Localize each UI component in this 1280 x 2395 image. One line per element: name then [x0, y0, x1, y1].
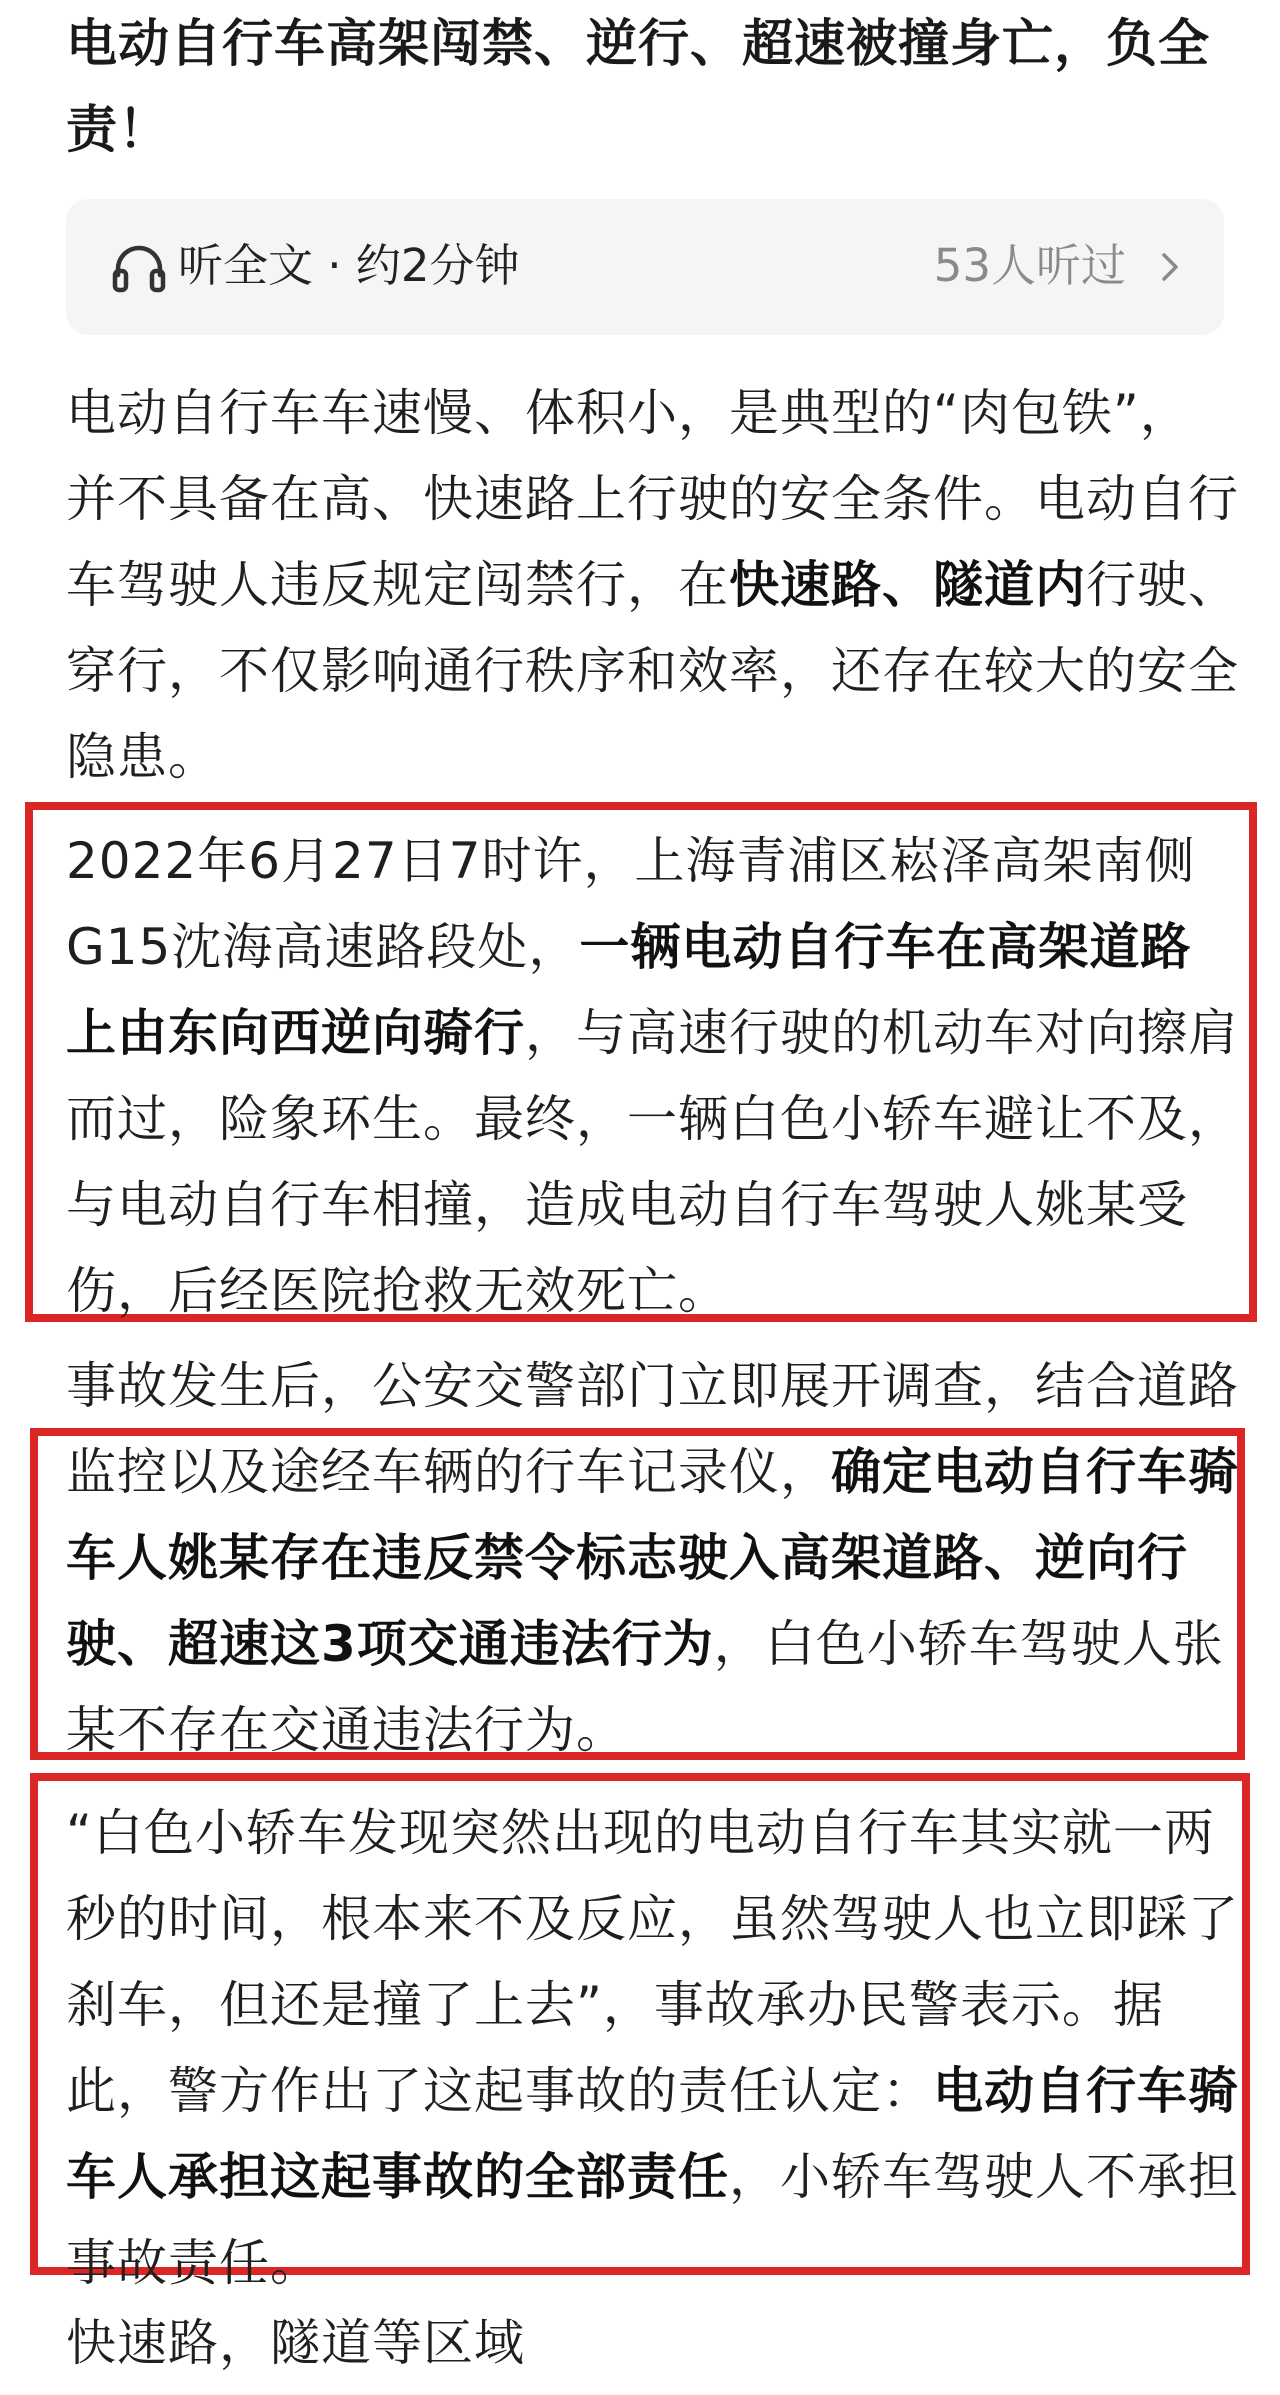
listen-label: 听全文 · 约2分钟 [178, 239, 520, 292]
listen-count: 53人听过 [933, 239, 1126, 292]
paragraph-investigation [66, 1343, 1241, 1773]
paragraph-responsibility-text-1: “白色小轿车发现突然出现的电动自行车其实就一两秒的时间，根本来不及反应，虽然驾驶人也立即踩了刹车，但还是撞了上去”，事故承办民警表示。据此，警方作出了这起事故的责任认定： [66, 1804, 1239, 2120]
paragraph-investigation-bold: 确定电动自行车骑车人姚某存在违反禁令标志驶入高架道路、逆向行驶、超速这3项交通违法行为 [66, 1443, 1239, 1673]
paragraph-intro-text-2: 行驶、穿行，不仅影响通行秩序和效率，还存在较大的安全隐患。 [66, 556, 1239, 786]
paragraph-intro-text-1: 电动自行车车速慢、体积小，是典型的“肉包铁”，并不具备在高、快速路上行驶的安全条件。电动自行车驾驶人违反规定闯禁行，在 [66, 384, 1239, 614]
paragraph-incident [66, 818, 1241, 1334]
paragraph-incident-text-2: ，与高速行驶的机动车对向擦肩而过，险象环生。最终，一辆白色小轿车避让不及，与电动自行车相撞，造成电动自行车驾驶人姚某受伤，后经医院抢救无效死亡。 [66, 1004, 1239, 1320]
paragraph-responsibility-text-2: ，小轿车驾驶人不承担事故责任。 [66, 2148, 1239, 2292]
listen-full-text-button[interactable] [66, 199, 1224, 335]
paragraph-incident-bold: 一辆电动自行车在高架道路上由东向西逆向骑行 [66, 918, 1192, 1062]
paragraph-intro [66, 370, 1241, 800]
paragraph-closing: 快速路，隧道等区域 [66, 2314, 525, 2372]
headphone-icon [112, 243, 166, 293]
paragraph-incident-text-1: 2022年6月27日7时许，上海青浦区崧泽高架南侧G15沈海高速路段处， [66, 832, 1196, 976]
chevron-right-icon [1160, 252, 1180, 282]
paragraph-intro-bold: 快速路、隧道内 [729, 556, 1086, 614]
article-title: 电动自行车高架闯禁、逆行、超速被撞身亡，负全责！ [66, 15, 1211, 160]
paragraph-responsibility [66, 1790, 1241, 2306]
paragraph-responsibility-bold: 电动自行车骑车人承担这起事故的全部责任 [66, 2062, 1239, 2206]
paragraph-investigation-text-2: ，白色小轿车驾驶人张某不存在交通违法行为。 [66, 1615, 1224, 1759]
paragraph-investigation-text-1: 事故发生后，公安交警部门立即展开调查，结合道路监控以及途经车辆的行车记录仪， [66, 1357, 1239, 1501]
